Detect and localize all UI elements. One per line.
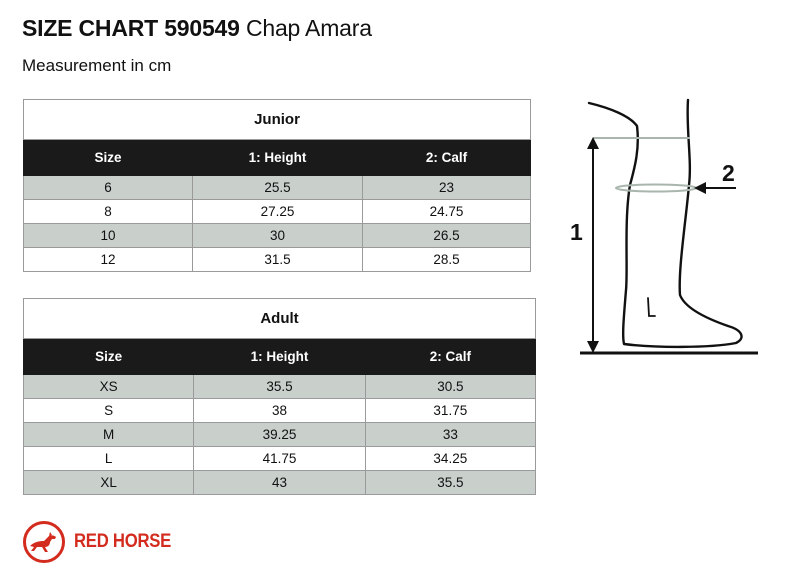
column-header-height: 1: Height xyxy=(193,140,363,176)
height-cell: 43 xyxy=(194,471,365,495)
brand-logo xyxy=(22,520,184,564)
height-label: 1 xyxy=(570,219,583,245)
measurement-unit-note: Measurement in cm xyxy=(22,56,172,75)
table-row xyxy=(24,399,536,423)
calf-cell: 23 xyxy=(363,176,531,200)
size-cell: 12 xyxy=(24,248,193,272)
table-row xyxy=(24,447,536,471)
brand-name: RED HORSE xyxy=(74,531,172,552)
adult-table-caption: Adult xyxy=(24,299,536,339)
height-arrow-bottom-head xyxy=(587,341,599,353)
table-row xyxy=(24,423,536,447)
page-title xyxy=(22,14,372,42)
calf-cell: 31.75 xyxy=(365,399,535,423)
column-header-size: Size xyxy=(24,140,193,176)
height-cell: 41.75 xyxy=(194,447,365,471)
height-cell: 25.5 xyxy=(193,176,363,200)
height-cell: 30 xyxy=(193,224,363,248)
size-cell: L xyxy=(24,447,194,471)
table-row xyxy=(24,471,536,495)
junior-header-row xyxy=(24,140,531,176)
calf-arrow-head xyxy=(694,182,706,194)
calf-cell: 35.5 xyxy=(365,471,535,495)
leg-measurement-diagram xyxy=(560,90,775,375)
table-row xyxy=(24,248,531,272)
column-header-calf: 2: Calf xyxy=(365,339,535,375)
calf-cell: 26.5 xyxy=(363,224,531,248)
junior-size-table xyxy=(23,99,531,272)
calf-circumference-mark xyxy=(616,185,696,192)
column-header-calf: 2: Calf xyxy=(363,140,531,176)
calf-cell: 34.25 xyxy=(365,447,535,471)
table-row xyxy=(24,200,531,224)
junior-table-caption: Junior xyxy=(24,100,531,140)
calf-cell: 30.5 xyxy=(365,375,535,399)
size-cell: 10 xyxy=(24,224,193,248)
horse-logo-icon xyxy=(22,520,66,564)
height-cell: 27.25 xyxy=(193,200,363,224)
calf-label: 2 xyxy=(722,160,735,186)
adult-header-row xyxy=(24,339,536,375)
size-cell: XL xyxy=(24,471,194,495)
ankle-mark xyxy=(648,298,655,316)
title-code: SIZE CHART 590549 xyxy=(22,15,240,41)
table-row xyxy=(24,176,531,200)
calf-cell: 24.75 xyxy=(363,200,531,224)
adult-size-table xyxy=(23,298,536,495)
height-cell: 39.25 xyxy=(194,423,365,447)
size-cell: XS xyxy=(24,375,194,399)
size-cell: 8 xyxy=(24,200,193,224)
size-cell: 6 xyxy=(24,176,193,200)
column-header-size: Size xyxy=(24,339,194,375)
column-header-height: 1: Height xyxy=(194,339,365,375)
height-cell: 35.5 xyxy=(194,375,365,399)
table-row xyxy=(24,375,536,399)
size-cell: S xyxy=(24,399,194,423)
title-product-name: Chap Amara xyxy=(245,15,372,41)
calf-cell: 28.5 xyxy=(363,248,531,272)
height-cell: 31.5 xyxy=(193,248,363,272)
table-row xyxy=(24,224,531,248)
calf-cell: 33 xyxy=(365,423,535,447)
size-cell: M xyxy=(24,423,194,447)
height-cell: 38 xyxy=(194,399,365,423)
